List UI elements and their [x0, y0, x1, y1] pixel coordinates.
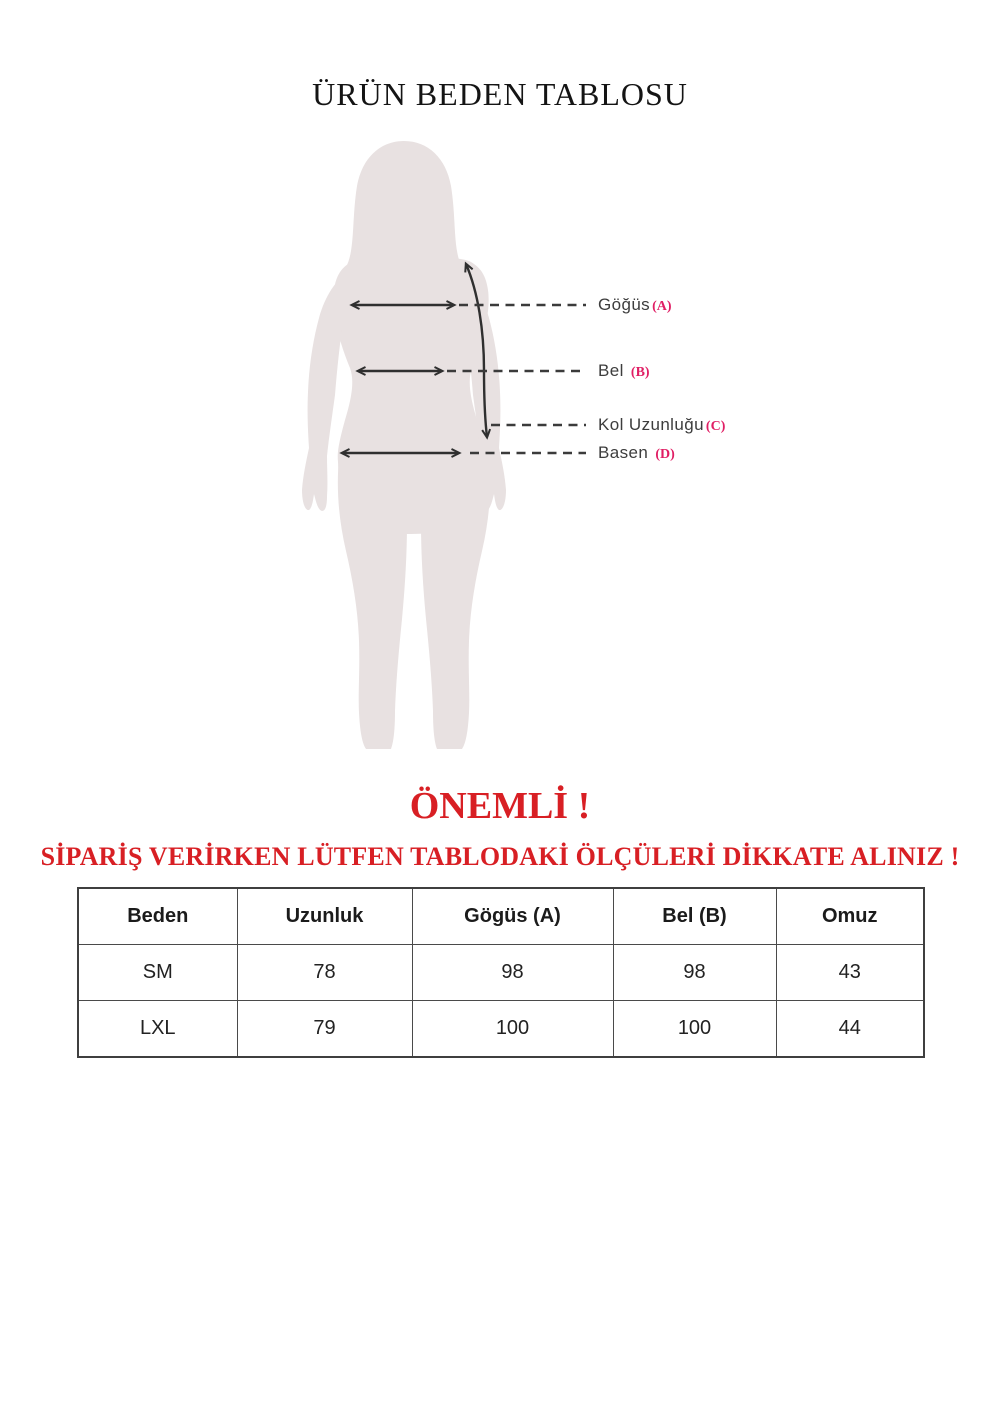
label-arm-length-code: (C) — [705, 419, 726, 434]
header-uzunluk: Uzunluk — [237, 888, 412, 945]
cell-lxl-omuz: 44 — [776, 1001, 924, 1058]
size-table-header-row — [78, 888, 924, 945]
label-arm-length-text: Kol Uzunluğu — [598, 415, 704, 434]
cell-lxl-gogus: 100 — [412, 1001, 613, 1058]
table-row-sm — [78, 945, 924, 1001]
order-warning-text: SİPARİŞ VERİRKEN LÜTFEN TABLODAKİ ÖLÇÜLERİ DİKKATE ALINIZ ! — [40, 842, 960, 871]
silhouette-right-leg — [421, 458, 490, 749]
page-title: ÜRÜN BEDEN TABLOSU — [312, 76, 688, 112]
label-hip-code: (D) — [655, 447, 675, 462]
table-row-lxl — [78, 1001, 924, 1058]
label-waist-text: Bel — [598, 361, 629, 380]
header-beden: Beden — [78, 888, 237, 945]
label-chest-text: Göğüs — [598, 295, 651, 314]
cell-sm-gogus: 98 — [412, 945, 613, 1001]
header-bel: Bel (B) — [613, 888, 776, 945]
label-chest — [598, 295, 672, 315]
label-waist — [598, 361, 650, 381]
cell-sm-uzunluk: 78 — [237, 945, 412, 1001]
female-silhouette — [302, 141, 506, 749]
cell-lxl-beden: LXL — [78, 1001, 237, 1058]
label-waist-code: (B) — [630, 365, 650, 380]
size-table — [77, 887, 925, 1058]
silhouette-left-leg — [338, 458, 407, 749]
label-hip — [598, 443, 675, 463]
cell-sm-bel: 98 — [613, 945, 776, 1001]
cell-lxl-bel: 100 — [613, 1001, 776, 1058]
label-chest-code: (A) — [652, 299, 672, 314]
label-hip-text: Basen — [598, 443, 654, 462]
important-heading: ÖNEMLİ ! — [409, 785, 591, 827]
cell-lxl-uzunluk: 79 — [237, 1001, 412, 1058]
header-gogus: Gögüs (A) — [412, 888, 613, 945]
cell-sm-beden: SM — [78, 945, 237, 1001]
cell-sm-omuz: 43 — [776, 945, 924, 1001]
header-omuz: Omuz — [776, 888, 924, 945]
label-arm-length — [598, 415, 725, 435]
